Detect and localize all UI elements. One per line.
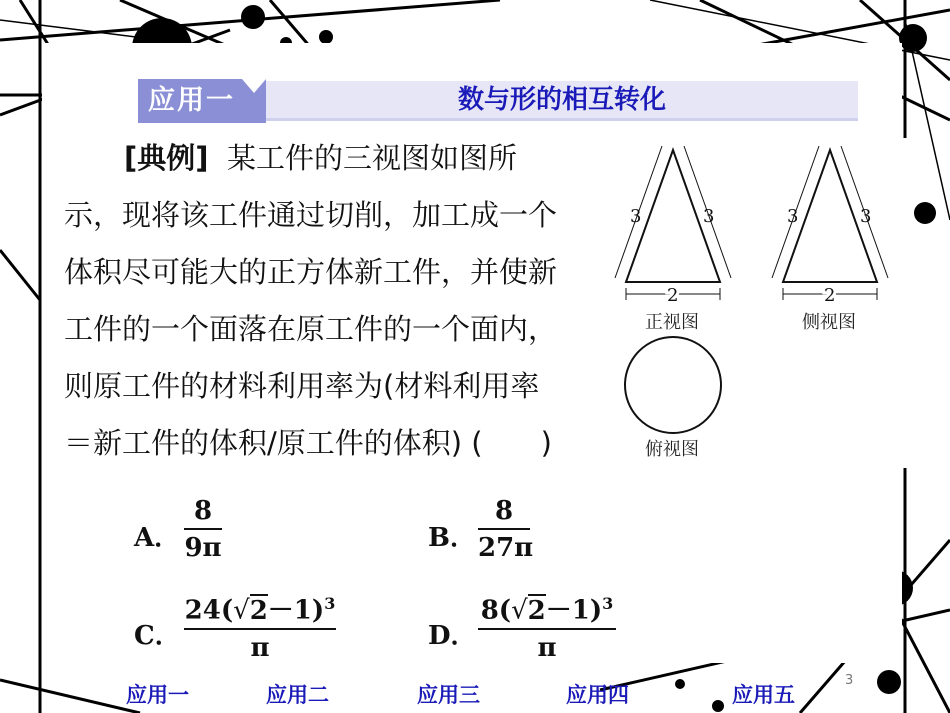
problem-text: [64, 130, 604, 472]
front-slant-left-label: 3: [630, 206, 642, 227]
nav-link-1[interactable]: 应用一: [126, 683, 189, 707]
problem-line-1-text: 某工件的三视图如图所: [226, 141, 517, 175]
option-c-exponent: 3: [324, 594, 336, 613]
option-d-radicand: 2: [527, 595, 546, 626]
front-slant-right-label: 3: [703, 206, 715, 227]
option-d-letter: D．: [428, 621, 477, 651]
side-base-label: 2: [824, 285, 836, 306]
option-a-fraction: [184, 494, 222, 566]
section-tag: 应用一: [138, 79, 266, 123]
option-b-denominator: 27π: [478, 533, 534, 563]
option-c-denominator: π: [250, 632, 270, 663]
problem-line-1: [64, 130, 604, 187]
option-a-denominator: 9π: [184, 533, 222, 563]
option-c-num-prefix: 24(: [184, 595, 234, 626]
option-a-letter: A．: [134, 523, 181, 553]
side-view-label: 侧视图: [802, 312, 856, 333]
tag-notch: [242, 79, 266, 93]
option-d-denominator: π: [537, 632, 557, 663]
option-b-letter: B．: [428, 523, 476, 553]
example-label: [典例]: [124, 141, 209, 175]
option-d-fraction: [478, 587, 616, 666]
problem-line-5: 则原工件的材料利用率为(材料利用率: [64, 369, 540, 403]
section-title: 数与形的相互转化: [457, 85, 666, 115]
front-base-label: 2: [667, 285, 679, 306]
nav-link-5[interactable]: 应用五: [732, 683, 795, 707]
option-c-num-suffix: －1): [267, 595, 325, 626]
side-slant-left-label: 3: [787, 206, 799, 227]
side-slant-right-label: 3: [860, 206, 872, 227]
nav-link-2[interactable]: 应用二: [266, 683, 329, 707]
three-view-figure: [600, 138, 910, 468]
problem-line-6: ＝新工件的体积/原工件的体积) ( ): [64, 426, 552, 460]
page-number: 3: [845, 673, 854, 688]
problem-line-3: 体积尽可能大的正方体新工件，并使新: [64, 255, 558, 289]
option-a-numerator: 8: [193, 496, 213, 526]
nav-link-3[interactable]: 应用三: [417, 683, 480, 707]
sqrt-icon: √: [511, 595, 528, 626]
option-d-num-prefix: 8(: [480, 595, 512, 626]
option-d-numerator: [478, 587, 616, 628]
option-c-radicand: 2: [249, 595, 268, 626]
option-c-letter: C．: [134, 621, 181, 651]
top-view-label: 俯视图: [645, 439, 699, 460]
option-b-fraction: [478, 494, 534, 566]
option-d-num-suffix: －1): [545, 595, 603, 626]
problem-line-4: 工件的一个面落在原工件的一个面内，: [64, 312, 558, 346]
title-bar: [266, 81, 858, 121]
option-c-fraction: [184, 587, 336, 666]
front-view-label: 正视图: [645, 312, 699, 333]
sqrt-icon: √: [233, 595, 250, 626]
nav-link-4[interactable]: 应用四: [566, 683, 629, 707]
option-b-numerator: 8: [494, 496, 514, 526]
option-d-exponent: 3: [602, 594, 614, 613]
option-c-numerator: [184, 587, 336, 628]
section-header: [138, 79, 858, 123]
problem-line-2: 示，现将该工件通过切削，加工成一个: [64, 198, 558, 232]
